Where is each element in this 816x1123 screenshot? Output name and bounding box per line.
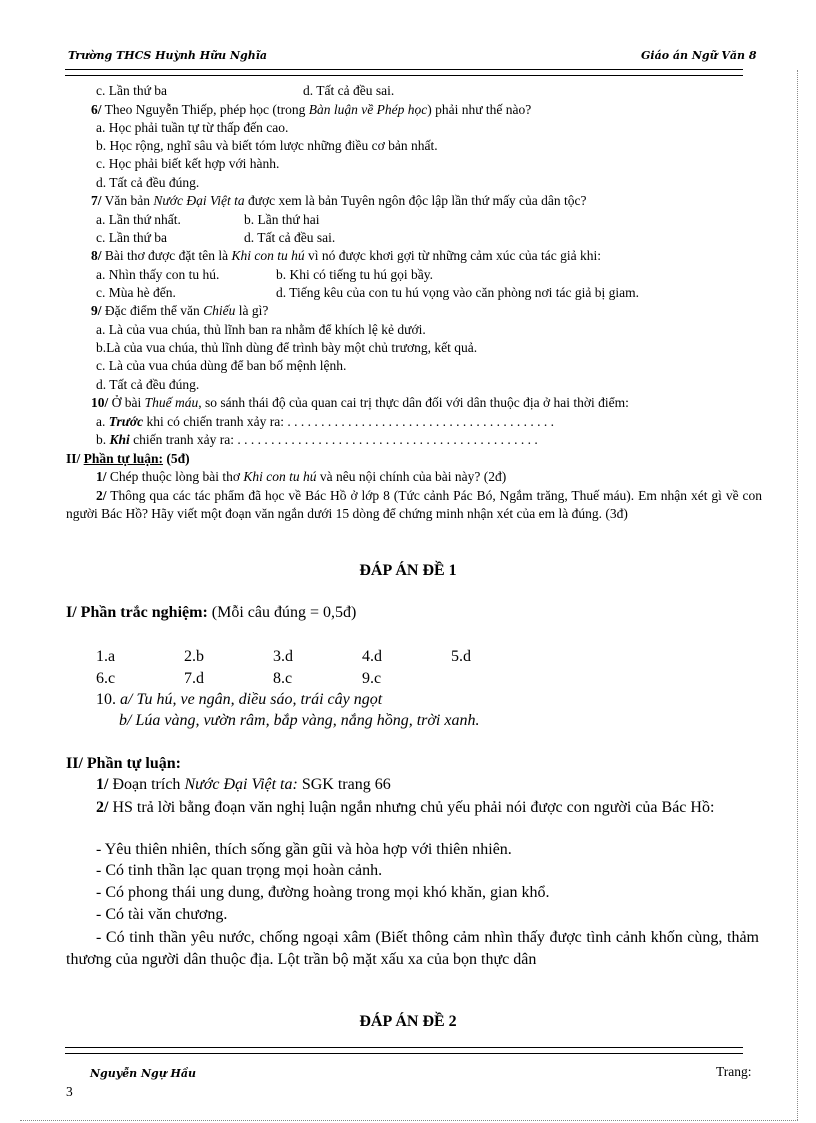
- answer-5: 5.d: [451, 648, 471, 665]
- q9-number: 9/: [91, 303, 102, 318]
- answer1-essay-1-text-b: SGK trang 66: [297, 776, 391, 793]
- header-rule: [65, 69, 743, 76]
- q9-option-b: b.Là của vua chúa, thủ lĩnh dùng để trình bày một chủ trương, kết quả.: [96, 340, 478, 355]
- q10-option-b: [96, 431, 538, 449]
- page-label: Trang:: [716, 1064, 752, 1079]
- page-border-right: [797, 70, 799, 1120]
- essay-q2-number: 2/: [96, 488, 107, 503]
- q6-option-c: c. Học phải biết kết hợp với hành.: [96, 156, 280, 171]
- answer-10b: [119, 712, 479, 730]
- school-name: Trường THCS Huỳnh Hữu Nghĩa: [68, 49, 268, 62]
- q10-text-a: Ở bài: [108, 395, 145, 410]
- essay-q2: [66, 487, 762, 523]
- q10-option-a: [96, 413, 554, 431]
- q6-stem: [91, 101, 531, 119]
- q9-option-c: c. Là của vua chúa dùng để ban bố mệnh lệnh.: [96, 358, 347, 373]
- q6-text-a: Theo Nguyễn Thiếp, phép học (trong: [101, 102, 309, 117]
- page-border-bottom: [20, 1120, 798, 1122]
- q6-option-b: b. Học rộng, nghĩ sâu và biết tóm lược những điều cơ bản nhất.: [96, 138, 438, 153]
- bullet-3: - Có phong thái ung dung, đường hoàng trong mọi khó khăn, gian khổ.: [96, 884, 550, 901]
- q8-text-b: vì nó được khơi gợi từ những cảm xúc của tác giả khi:: [304, 248, 602, 263]
- q10-b-rest: chiến tranh xảy ra: . . . . . . . . . . . . . . . . . . . . . . . . . . . . . . . . . . . . . . . . . . . . .: [129, 432, 538, 447]
- q6-title: Bàn luận về Phép học: [308, 102, 428, 117]
- essay-q1-title: Khi con tu hú: [243, 469, 317, 484]
- q8-option-c: c. Mùa hè đến.: [96, 285, 176, 300]
- answer1-title: ĐÁP ÁN ĐỀ 1: [359, 562, 457, 579]
- q7-option-b: b. Lần thứ hai: [244, 212, 320, 227]
- essay-heading-prefix: II/: [66, 451, 84, 466]
- essay-heading: [66, 450, 190, 468]
- q10-a-rest: khi có chiến tranh xảy ra: . . . . . . . . . . . . . . . . . . . . . . . . . . . . . . . . . . . . . . . .: [143, 414, 555, 429]
- answer1-part2-heading: [66, 755, 181, 773]
- q7-option-c: c. Lần thứ ba: [96, 230, 168, 245]
- q8-text-a: Bài thơ được đặt tên là: [101, 248, 232, 263]
- answer1-part1-rest: (Mỗi câu đúng = 0,5đ): [207, 604, 357, 621]
- answer1-essay-2-text: HS trả lời bằng đoạn văn nghị luận ngắn nhưng chủ yếu phải nói được con người của Bác Hồ:: [108, 799, 715, 816]
- q9-option-a: a. Là của vua chúa, thủ lĩnh ban ra nhằm để khích lệ kẻ dưới.: [96, 322, 426, 337]
- q6-option-a: a. Học phải tuần tự từ thấp đến cao.: [96, 120, 289, 135]
- q6-number: 6/: [91, 102, 102, 117]
- answer1-part2-text: II/ Phần tự luận:: [66, 755, 181, 772]
- answer1-essay-2-number: 2/: [96, 799, 109, 816]
- essay-q1-text-a: Chép thuộc lòng bài thơ: [106, 469, 244, 484]
- author-name: Nguyễn Ngự Hầu: [90, 1067, 197, 1080]
- q10-text-b: , so sánh thái độ của quan cai trị thực dân đối với dân thuộc địa ở hai thời điểm:: [198, 395, 629, 410]
- q7-title: Nước Đại Việt ta: [153, 193, 245, 208]
- essay-q1-text-b: và nêu nội chính của bài này? (2đ): [316, 469, 507, 484]
- page-number: 3: [66, 1084, 73, 1099]
- q7-option-a: a. Lần thứ nhất.: [96, 212, 181, 227]
- answer-10a: [96, 691, 382, 709]
- q6-text-b: ) phải như thế nào?: [427, 102, 532, 117]
- essay-heading-points: (5đ): [163, 451, 190, 466]
- bullet-1: - Yêu thiên nhiên, thích sống gần gũi và hòa hợp với thiên nhiên.: [96, 841, 512, 858]
- q8-number: 8/: [91, 248, 102, 263]
- q9-title: Chiếu: [203, 303, 236, 318]
- answer-7: 7.d: [184, 670, 204, 687]
- answer1-essay-1-number: 1/: [96, 776, 109, 793]
- answer-10-number: 10.: [96, 691, 120, 708]
- q9-option-d: d. Tất cả đều đúng.: [96, 377, 200, 392]
- footer-rule: [65, 1047, 743, 1054]
- answer-2: 2.b: [184, 648, 204, 665]
- q10-a-prefix: a.: [96, 414, 109, 429]
- q10-title: Thuế máu: [144, 395, 199, 410]
- q10-b-key: Khi: [109, 432, 130, 447]
- q10-stem: [91, 394, 629, 412]
- subject-name: Giáo án Ngữ Văn 8: [641, 49, 757, 62]
- answer-6: 6.c: [96, 670, 116, 687]
- bullet-5: - Có tinh thần yêu nước, chống ngoại xâm (Biết thông cảm nhìn thấy được tình cảnh khốn cùng, thảm thương của người dân thuộc địa. Lột trần bộ mặt xấu xa của bọn thực dân: [66, 929, 759, 968]
- answer1-part1-heading: [66, 604, 356, 622]
- q10-number: 10/: [91, 395, 109, 410]
- q10-b-prefix: b.: [96, 432, 110, 447]
- q8-stem: [91, 247, 601, 265]
- bullet-4: - Có tài văn chương.: [96, 906, 228, 923]
- answer-9: 9.c: [362, 670, 382, 687]
- q6-option-d: d. Tất cả đều đúng.: [96, 175, 200, 190]
- q8-title: Khi con tu hú: [231, 248, 305, 263]
- answer1-part1-bold: I/ Phần trắc nghiệm:: [66, 604, 208, 621]
- answer-8: 8.c: [273, 670, 293, 687]
- q5-option-d: d. Tất cả đều sai.: [303, 83, 395, 98]
- answer1-essay-1: [96, 776, 391, 794]
- q10-a-key: Trước: [108, 414, 144, 429]
- q7-text-b: được xem là bản Tuyên ngôn độc lập lần thứ mấy của dân tộc?: [244, 193, 587, 208]
- essay-q2-text: Thông qua các tác phẩm đã học về Bác Hồ ở lớp 8 (Tức cảnh Pác Bó, Ngắm trăng, Thuế máu). Em nhận xét gì về con người Bác Hồ? Hãy viết một đoạn văn ngắn dưới 15 dòng để chứng minh nhận xét của em là đúng. (3đ): [66, 488, 762, 521]
- essay-heading-underlined: Phần tự luận:: [83, 451, 164, 466]
- answer-10b-text: b/ Lúa vàng, vườn râm, bắp vàng, nắng hồng, trời xanh.: [119, 712, 480, 729]
- q5-option-c: c. Lần thứ ba: [96, 83, 168, 98]
- q7-text-a: Văn bản: [101, 193, 154, 208]
- q7-number: 7/: [91, 193, 102, 208]
- answer2-title: ĐÁP ÁN ĐỀ 2: [359, 1013, 457, 1030]
- answer1-essay-1-text-a: Đoạn trích: [108, 776, 185, 793]
- q7-option-d: d. Tất cả đều sai.: [244, 230, 336, 245]
- essay-q1: [96, 468, 506, 486]
- q9-text-a: Đặc điểm thể văn: [101, 303, 204, 318]
- answer1-essay-2: [66, 797, 759, 819]
- essay-q1-number: 1/: [96, 469, 107, 484]
- answer-3: 3.d: [273, 648, 293, 665]
- answer-1: 1.a: [96, 648, 116, 665]
- q7-stem: [91, 192, 587, 210]
- answer-10a-text: a/ Tu hú, ve ngân, diều sáo, trái cây ngọt: [120, 691, 383, 708]
- answer-4: 4.d: [362, 648, 382, 665]
- q8-option-a: a. Nhìn thấy con tu hú.: [96, 267, 220, 282]
- q8-option-d: d. Tiếng kêu của con tu hú vọng vào căn phòng nơi tác giả bị giam.: [276, 285, 639, 300]
- q8-option-b: b. Khi có tiếng tu hú gọi bầy.: [276, 267, 433, 282]
- answer1-essay-1-title: Nước Đại Việt ta:: [184, 776, 298, 793]
- q9-stem: [91, 302, 268, 320]
- q9-text-b: là gì?: [235, 303, 269, 318]
- bullet-2: - Có tinh thần lạc quan trọng mọi hoàn cảnh.: [96, 862, 383, 879]
